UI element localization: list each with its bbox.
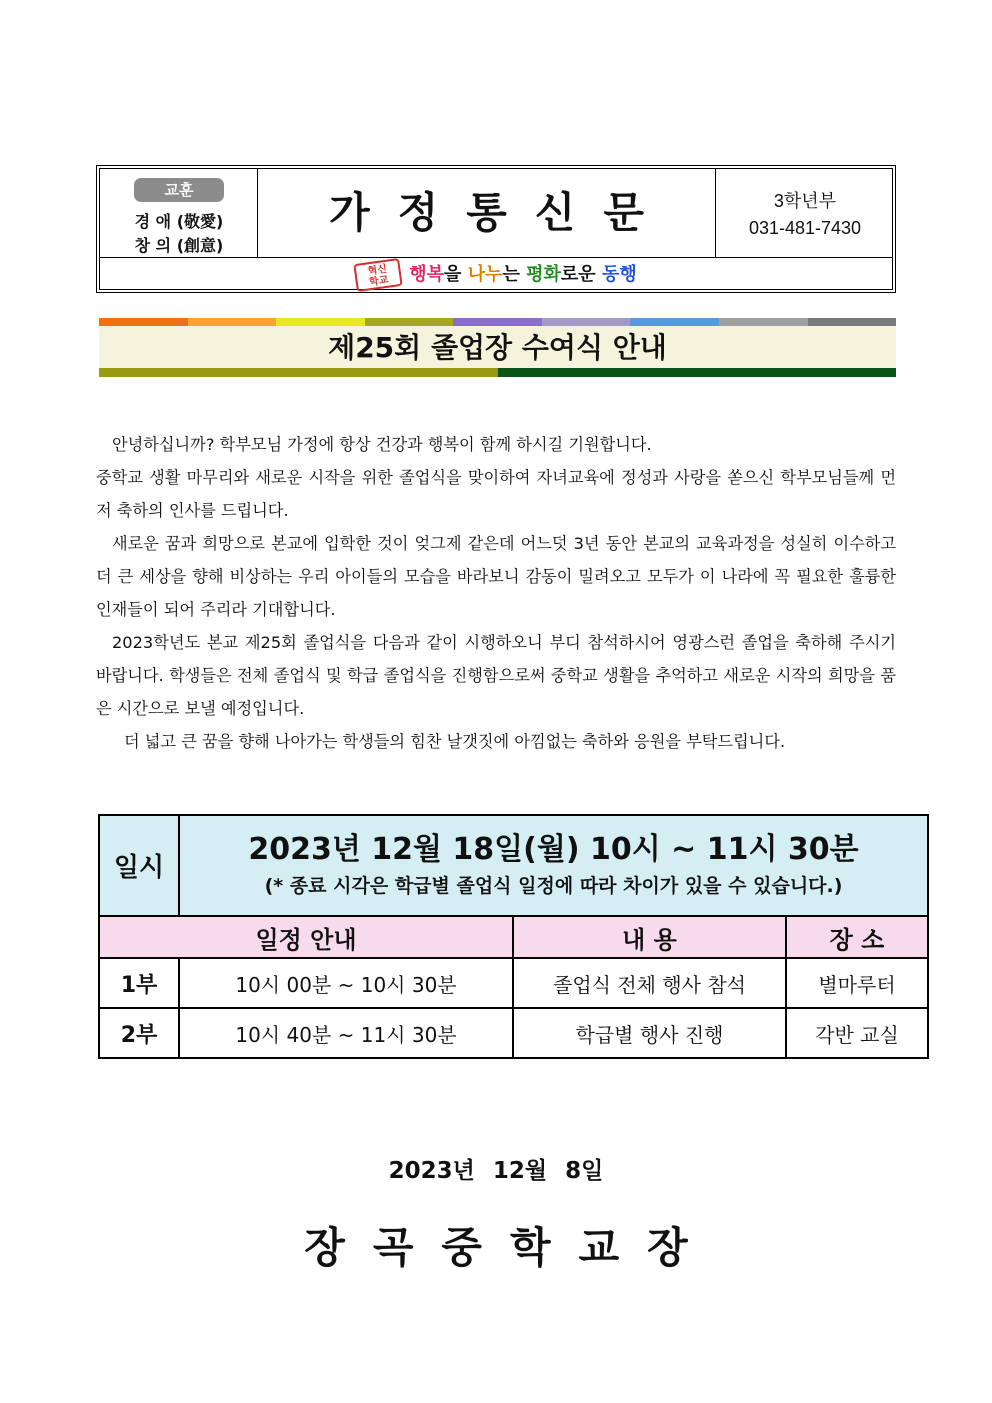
row-part: 1부 — [99, 958, 179, 1008]
slogan-particle-2: 는 — [502, 264, 527, 285]
body-paragraph-2: 중학교 생활 마무리와 새로운 시작을 위한 졸업식을 맞이하여 자녀교육에 정성과 사랑을 쏟으신 학부모님들께 먼저 축하의 인사를 드립니다. — [96, 468, 896, 520]
stripe-segment — [365, 318, 454, 326]
header-schedule: 일정 안내 — [99, 916, 513, 958]
row-part: 2부 — [99, 1008, 179, 1058]
principal-signature: 장곡중학교장 — [304, 1223, 716, 1272]
header-place: 장 소 — [786, 916, 928, 958]
row-time: 10시 40분 ~ 11시 30분 — [179, 1008, 513, 1058]
title-stripe-top — [99, 318, 896, 326]
slogan-particle-1: 을 — [444, 264, 468, 285]
stripe-segment — [719, 318, 808, 326]
stripe-segment — [276, 318, 365, 326]
title-stripe-bottom — [99, 368, 896, 377]
slogan-word-4: 동행 — [601, 264, 637, 285]
row-content: 졸업식 전체 행사 참석 — [513, 958, 786, 1008]
slogan-word-1: 행복 — [409, 264, 445, 285]
schedule-label: 일시 — [99, 815, 179, 916]
row-content: 학급별 행사 진행 — [513, 1008, 786, 1058]
stripe-segment — [453, 318, 542, 326]
motto-line-2: 창 의 (創意) — [134, 236, 224, 255]
school-slogan — [100, 257, 892, 291]
row-place: 별마루터 — [786, 958, 928, 1008]
body-paragraph-3: 새로운 꿈과 희망으로 본교에 입학한 것이 엊그제 같은데 어느덧 3년 동안 본교의 교육과정을 성실히 이수하고 더 큰 세상을 향해 비상하는 우리 아이들의 모습을 바라보니 감동이 밀려오고 모두가 이 나라에 꼭 필요한 훌륭한 인재들이 되어 주리라 기대합니다. — [96, 534, 896, 619]
department-phone: 031-481-7430 — [748, 218, 862, 238]
stripe-segment — [99, 318, 188, 326]
innovation-school-stamp: 혁신 학교 — [354, 258, 403, 292]
stripe-segment — [188, 318, 277, 326]
schedule-date: 2023년 12월 18일(월) 10시 ~ 11시 30분 — [248, 831, 859, 867]
table-row — [99, 1008, 928, 1058]
department-name: 3학년부 — [773, 191, 837, 211]
motto-badge: 교훈 — [134, 178, 224, 202]
issue-date: 2023년 12월 8일 — [388, 1158, 604, 1184]
notice-title: 제25회 졸업장 수여식 안내 — [99, 326, 896, 368]
department-info — [716, 169, 894, 257]
slogan-word-2: 나누 — [467, 264, 503, 285]
stripe-segment — [542, 318, 631, 326]
stripe-segment — [498, 368, 897, 377]
newsletter-header — [96, 165, 896, 293]
school-motto — [100, 169, 258, 257]
schedule-note: (* 종료 시각은 학급별 졸업식 일정에 따라 차이가 있을 수 있습니다.) — [264, 874, 843, 897]
table-row — [99, 958, 928, 1008]
slogan-particle-3: 로운 — [560, 264, 602, 285]
body-paragraph-1: 안녕하십니까? 학부모님 가정에 항상 건강과 행복이 함께 하시길 기원합니다. — [112, 435, 652, 454]
body-paragraph-4: 2023학년도 본교 제25회 졸업식을 다음과 같이 시행하오니 부디 참석하시어 영광스런 졸업을 축하해 주시기 바랍니다. 학생들은 전체 졸업식 및 학급 졸업식을 진행함으로써 중학교 생활을 추억하고 새로운 시작의 희망을 품은 시간으로 보낼 예정입니다. — [96, 633, 896, 718]
slogan-word-3: 평화 — [526, 264, 561, 285]
header-inner-frame — [99, 168, 893, 290]
newsletter-title: 가정통신문 — [258, 169, 716, 257]
row-place: 각반 교실 — [786, 1008, 928, 1058]
body-paragraph-5: 더 넓고 큰 꿈을 향해 나아가는 학생들의 힘찬 날갯짓에 아낌없는 축하와 응원을 부탁드립니다. — [124, 732, 786, 751]
stripe-segment — [808, 318, 897, 326]
schedule-table — [98, 814, 929, 1059]
row-time: 10시 00분 ~ 10시 30분 — [179, 958, 513, 1008]
header-content: 내 용 — [513, 916, 786, 958]
schedule-header-row — [99, 916, 928, 958]
stripe-segment — [99, 368, 498, 377]
motto-line-1: 경 애 (敬愛) — [134, 212, 224, 231]
schedule-date-row — [99, 815, 928, 916]
stripe-segment — [630, 318, 719, 326]
schedule-datetime — [179, 815, 928, 916]
letter-body — [96, 428, 896, 758]
